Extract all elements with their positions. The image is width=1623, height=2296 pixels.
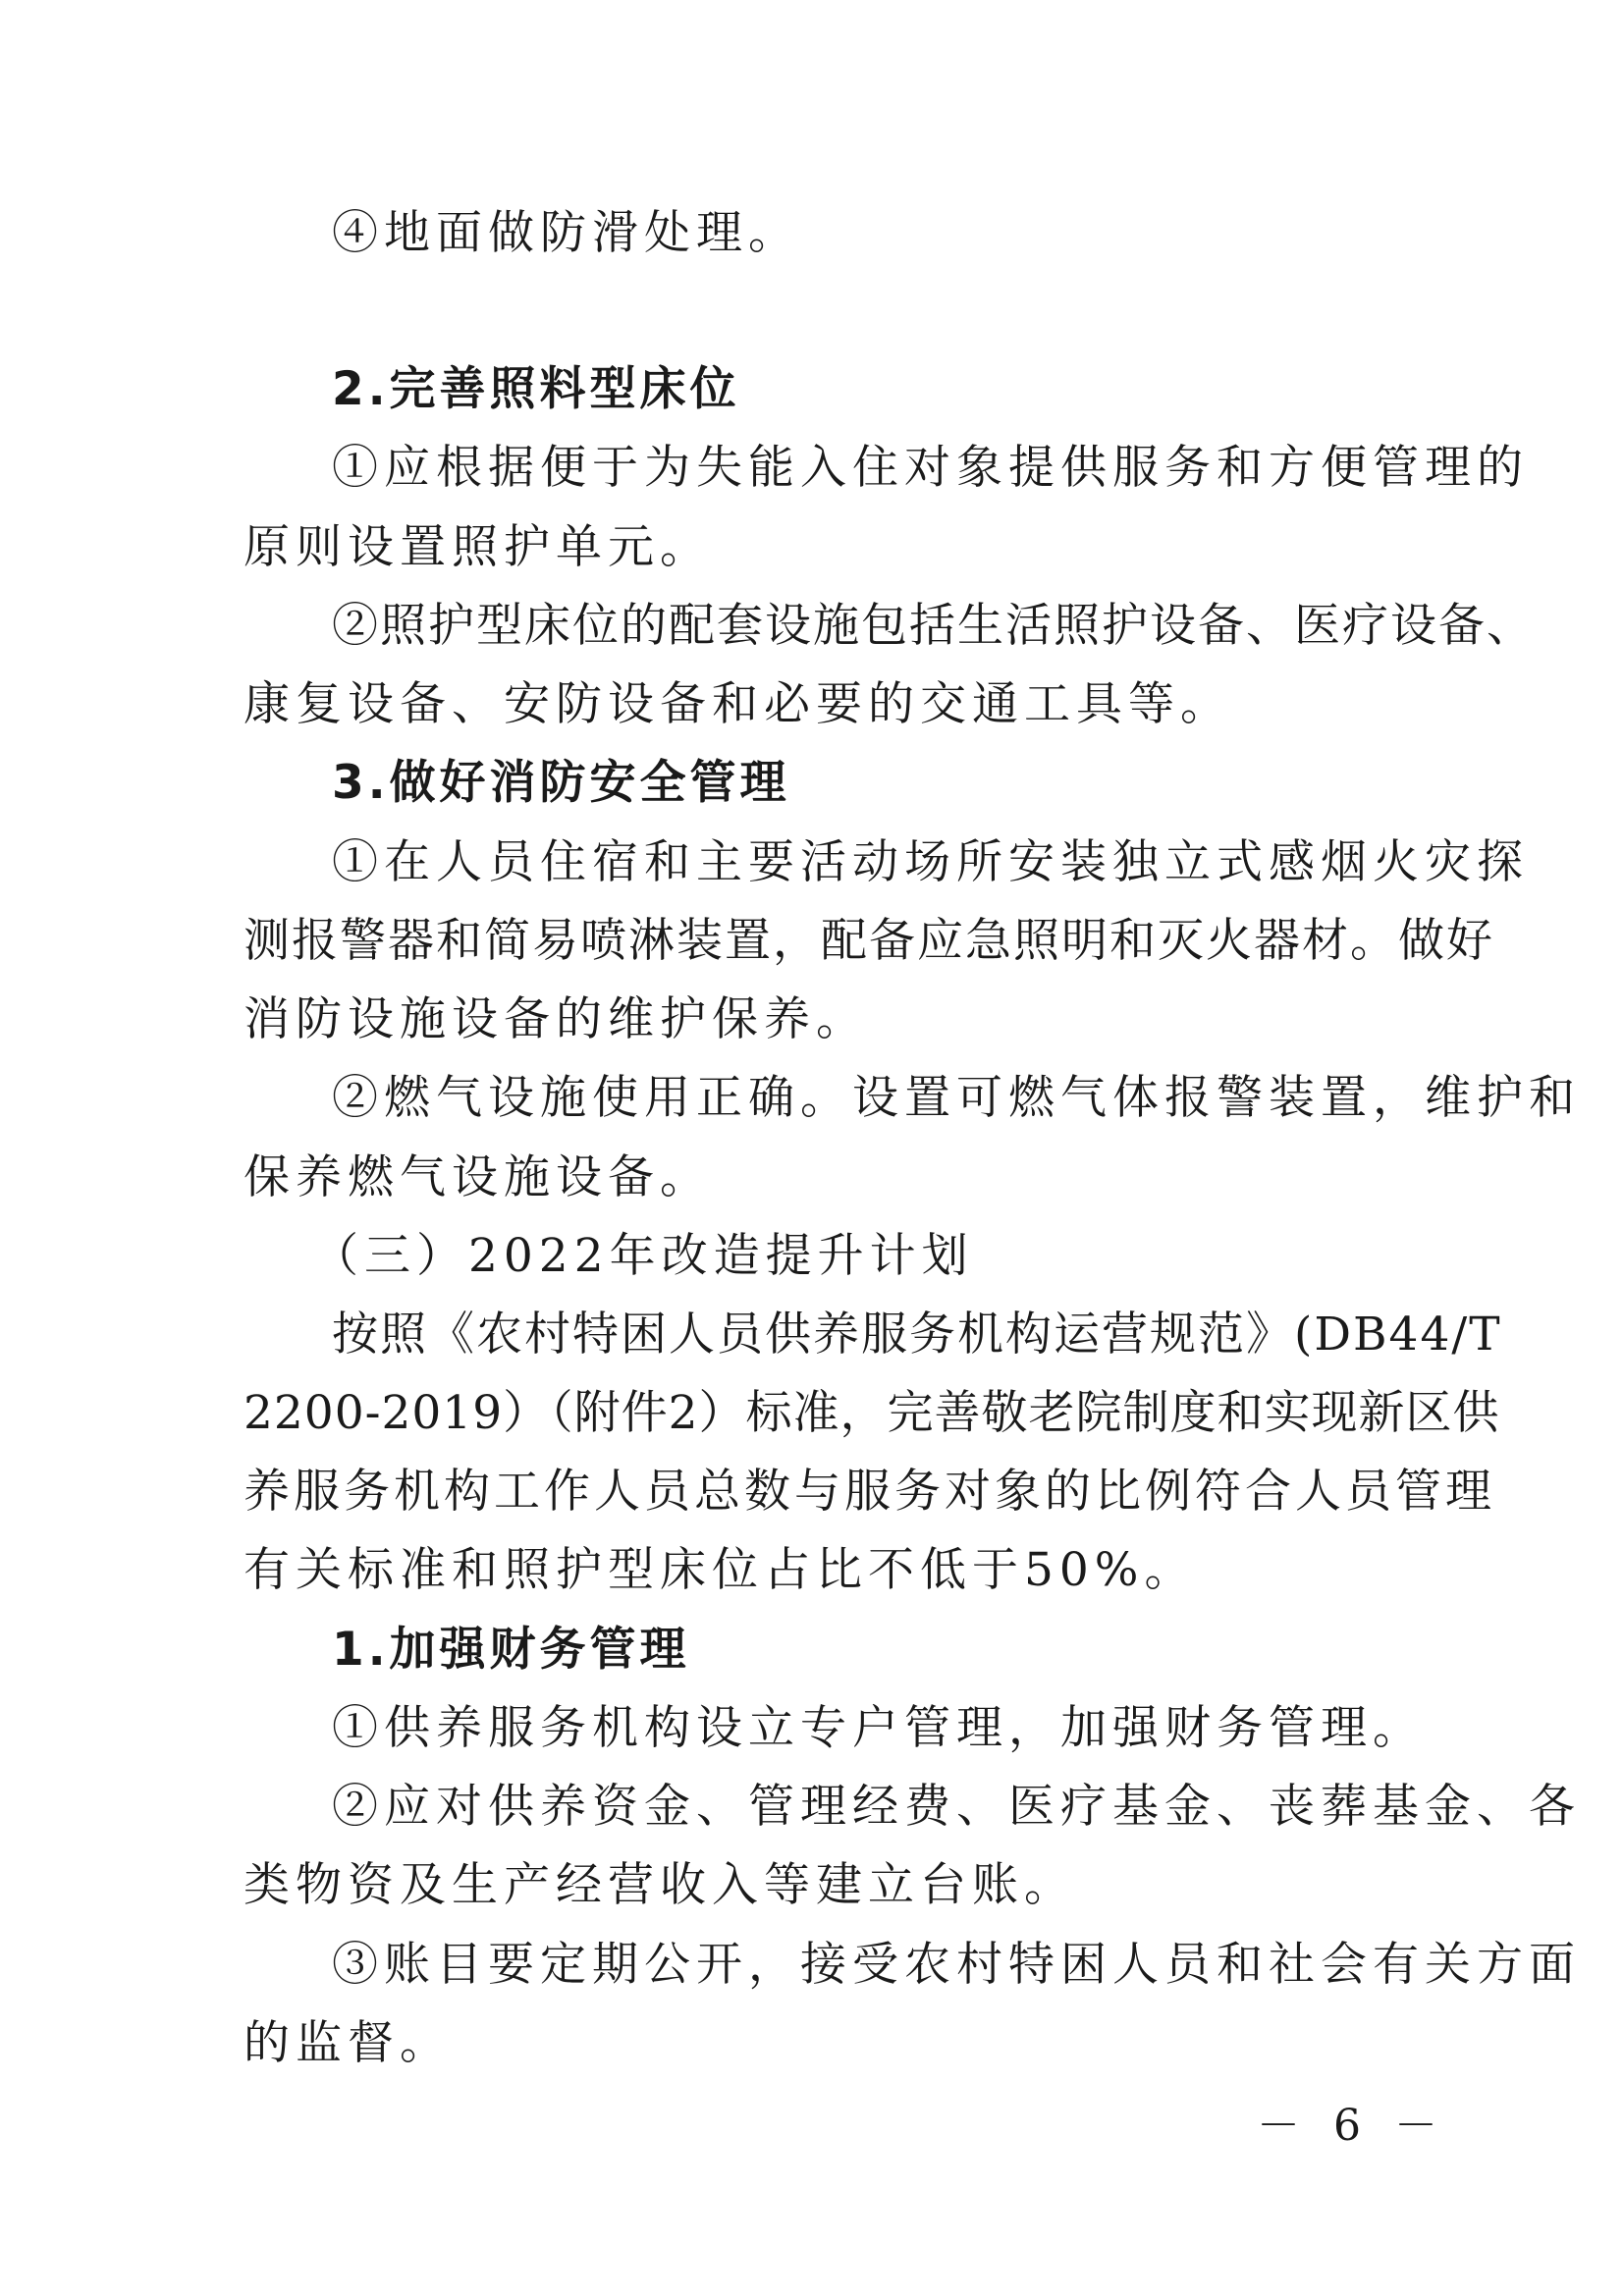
paragraph-line: ②应对供养资金、管理经费、医疗基金、丧葬基金、各 [332, 1780, 1581, 1834]
paragraph-line: 康复设备、安防设备和必要的交通工具等。 [243, 677, 1232, 731]
section-heading: 2.完善照料型床位 [332, 362, 740, 416]
paragraph-line: 有关标准和照护型床位占比不低于50%。 [243, 1543, 1197, 1597]
paragraph-line: ②照护型床位的配套设施包括生活照护设备、医疗设备、 [332, 599, 1535, 653]
section-heading: 1.加强财务管理 [332, 1623, 690, 1677]
paragraph-line: ④地面做防滑处理。 [332, 206, 800, 260]
paragraph-line: ①供养服务机构设立专户管理，加强财务管理。 [332, 1701, 1425, 1755]
paragraph-line: 原则设置照护单元。 [243, 520, 712, 574]
paragraph-line: 测报警器和简易喷淋装置，配备应急照明和灭火器材。做好 [243, 914, 1494, 968]
page-number: － 6 － [1257, 2101, 1447, 2151]
paragraph-line: 养服务机构工作人员总数与服务对象的比例符合人员管理 [243, 1465, 1495, 1519]
paragraph-line: 的监督。 [243, 2016, 452, 2070]
subsection-heading: （三）2022年改造提升计划 [312, 1229, 974, 1283]
paragraph-line: 保养燃气设施设备。 [243, 1150, 712, 1204]
section-heading: 3.做好消防安全管理 [332, 756, 790, 810]
paragraph-line: 消防设施设备的维护保养。 [243, 992, 868, 1046]
paragraph-line: 按照《农村特困人员供养服务机构运营规范》(DB44/T [332, 1308, 1502, 1362]
paragraph-line: 类物资及生产经营收入等建立台账。 [243, 1858, 1076, 1912]
paragraph-line: 2200-2019）（附件2）标准，完善敬老院制度和实现新区供 [243, 1386, 1500, 1440]
paragraph-line: ③账目要定期公开，接受农村特困人员和社会有关方面 [332, 1938, 1581, 1992]
paragraph-line: ①在人员住宿和主要活动场所安装独立式感烟火灾探 [332, 835, 1529, 889]
paragraph-line: ②燃气设施使用正确。设置可燃气体报警装置，维护和 [332, 1071, 1581, 1125]
paragraph-line: ①应根据便于为失能入住对象提供服务和方便管理的 [332, 441, 1529, 495]
